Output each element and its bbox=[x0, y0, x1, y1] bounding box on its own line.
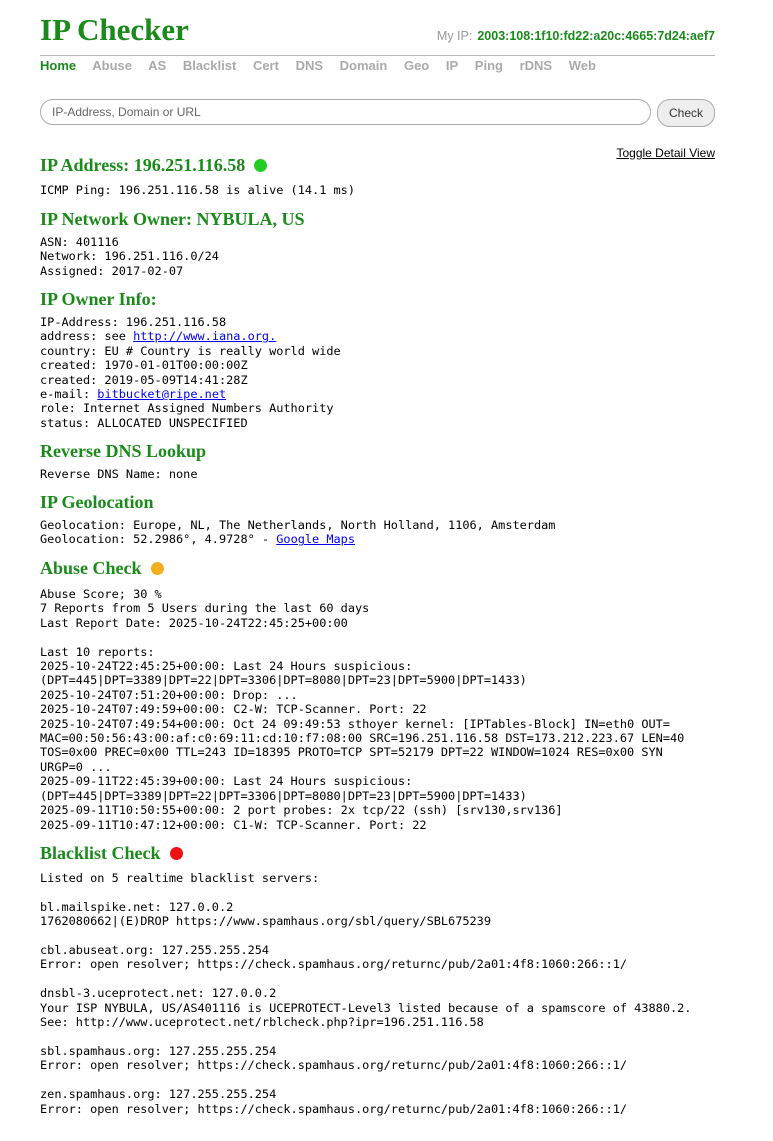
owner-country-line: country: EU # Country is really world wide bbox=[40, 343, 341, 358]
owner-address-prefix: address: see bbox=[40, 329, 134, 344]
nav-abuse[interactable]: Abuse bbox=[92, 58, 132, 73]
toggle-detail-view-link[interactable]: Toggle Detail View bbox=[616, 146, 715, 160]
nav-web[interactable]: Web bbox=[568, 58, 596, 73]
nav-as[interactable]: AS bbox=[148, 58, 167, 73]
asn-line: ASN: 401116 bbox=[40, 235, 119, 249]
owner-status-line: status: ALLOCATED UNSPECIFIED bbox=[40, 415, 248, 430]
owner-email-prefix: e-mail: bbox=[40, 387, 98, 402]
status-dot-green-icon bbox=[254, 159, 267, 172]
reverse-dns-heading: Reverse DNS Lookup bbox=[40, 441, 207, 461]
google-maps-link[interactable]: Google Maps bbox=[276, 532, 355, 547]
network-line: Network: 196.251.116.0/24 bbox=[40, 249, 219, 264]
nav-blacklist[interactable]: Blacklist bbox=[182, 58, 237, 73]
iana-link[interactable]: http://www.iana.org. bbox=[133, 329, 277, 344]
nav-dns[interactable]: DNS bbox=[295, 58, 324, 73]
nav-home[interactable]: Home bbox=[40, 58, 77, 73]
owner-info-heading: IP Owner Info: bbox=[40, 289, 157, 309]
ip-address-heading-text: IP Address: 196.251.116.58 bbox=[40, 155, 246, 175]
owner-address-line bbox=[40, 329, 341, 343]
blacklist-check-result: Listed on 5 realtime blacklist servers: bl.mailspike.net: 127.0.0.2 1762080662|(E)DROP https://www.spamhaus.org/sbl/query/SBL675239 cbl.abuseat.org: 127.255.255.254 Error: open resolver; https://check.spamhaus.org/returnc/pub/2a01:4f8:1060:266::1/ dnsbl-3.uceprotect.net: 127.0.0.2 Your ISP NYBULA, US/AS401116 is UCEPROTECT-Level3 listed because of a spamscore of 43880.2. See: http://www.uceprotect.net/rblcheck.php?ipr=196.251.116.58 sbl.spamhaus.org: 127.255.255.254 Error: open resolver; https://check.spamhaus.org/returnc/pub/2a01:4f8:1060:266::1/ zen.spamhaus.org: 127.255.255.254 Error: open resolver; https://check.spamhaus.org/returnc/pub/2a01:4f8:1060:266::1/ bbox=[40, 871, 692, 1116]
network-owner-heading: IP Network Owner: NYBULA, US bbox=[40, 209, 305, 229]
geolocation-heading: IP Geolocation bbox=[40, 492, 154, 512]
header-divider bbox=[40, 55, 715, 56]
main-nav bbox=[40, 58, 609, 73]
my-ip-value: 2003:108:1f10:fd22:a20c:4665:7d24:aef7 bbox=[477, 29, 715, 43]
ip-address-heading bbox=[40, 155, 267, 176]
abuse-check-result: Abuse Score; 30 % 7 Reports from 5 Users during the last 60 days Last Report Date: 2025-10-24T22:45:25+00:00 Last 10 reports: 2025-10-24T22:45:25+00:00: Last 24 Hours suspicious: (DPT=445|DPT=3389|DPT=22|DPT=3306|DPT=8080|DPT=23|DPT=5900|DPT=1433) 2025-10-24T07:51:20+00:00: Drop: ... 2025-10-24T07:49:59+00:00: C2-W: TCP-Scanner. Port: 22 2025-10-24T07:49:54+00:00: Oct 24 09:49:53 sthoyer kernel: [IPTables-Block] IN=eth0 OUT= MAC=00:50:56:43:00:af:c0:69:11:cd:10:f7:08:00 SRC=196.251.116.58 DST=173.212.223.67 LEN=40 TOS=0x00 PREC=0x00 TTL=243 ID=18395 PROTO=TCP SPT=52179 DPT=22 WINDOW=1024 RES=0x00 SYN URGP=0 ... 2025-09-11T22:45:39+00:00: Last 24 Hours suspicious: (DPT=445|DPT=3389|DPT=22|DPT=3306|DPT=8080|DPT=23|DPT=5900|DPT=1433) 2025-09-11T10:50:55+00:00: 2 port probes: 2x tcp/22 (ssh) [srv130,srv136] 2025-09-11T10:47:12+00:00: C1-W: TCP-Scanner. Port: 22 bbox=[40, 587, 685, 832]
search-input[interactable] bbox=[40, 99, 651, 125]
reverse-dns-result: Reverse DNS Name: none bbox=[40, 467, 198, 481]
check-button[interactable]: Check bbox=[657, 99, 715, 127]
nav-cert[interactable]: Cert bbox=[252, 58, 279, 73]
blacklist-check-heading-text: Blacklist Check bbox=[40, 843, 161, 863]
abuse-check-heading-text: Abuse Check bbox=[40, 558, 142, 578]
my-ip-label: My IP: bbox=[436, 29, 473, 43]
owner-ip-line: IP-Address: 196.251.116.58 bbox=[40, 315, 227, 329]
site-title[interactable]: IP Checker bbox=[40, 12, 189, 47]
nav-ping[interactable]: Ping bbox=[474, 58, 503, 73]
status-dot-orange-icon bbox=[151, 562, 164, 575]
nav-rdns[interactable]: rDNS bbox=[519, 58, 553, 73]
geolocation-line-1: Geolocation: Europe, NL, The Netherlands, North Holland, 1106, Amsterdam bbox=[40, 518, 556, 532]
ping-result: ICMP Ping: 196.251.116.58 is alive (14.1 ms) bbox=[40, 183, 355, 197]
geolocation-block bbox=[40, 518, 555, 547]
nav-geo[interactable]: Geo bbox=[403, 58, 430, 73]
owner-role-line: role: Internet Assigned Numbers Authority bbox=[40, 401, 334, 416]
nav-ip[interactable]: IP bbox=[445, 58, 459, 73]
geolocation-line-2 bbox=[40, 532, 555, 546]
status-dot-red-icon bbox=[170, 847, 183, 860]
geolocation-coords: Geolocation: 52.2986°, 4.9728° - bbox=[40, 532, 277, 547]
abuse-check-heading bbox=[40, 558, 164, 579]
email-link[interactable]: bitbucket@ripe.net bbox=[97, 387, 227, 402]
owner-email-line bbox=[40, 387, 341, 401]
my-ip bbox=[437, 29, 715, 43]
owner-info-block bbox=[40, 315, 341, 430]
nav-domain[interactable]: Domain bbox=[339, 58, 388, 73]
blacklist-check-heading bbox=[40, 843, 183, 864]
assigned-line: Assigned: 2017-02-07 bbox=[40, 263, 184, 278]
owner-created-line-1: created: 1970-01-01T00:00:00Z bbox=[40, 358, 248, 373]
owner-created-line-2: created: 2019-05-09T14:41:28Z bbox=[40, 372, 248, 387]
network-owner-info bbox=[40, 235, 219, 278]
